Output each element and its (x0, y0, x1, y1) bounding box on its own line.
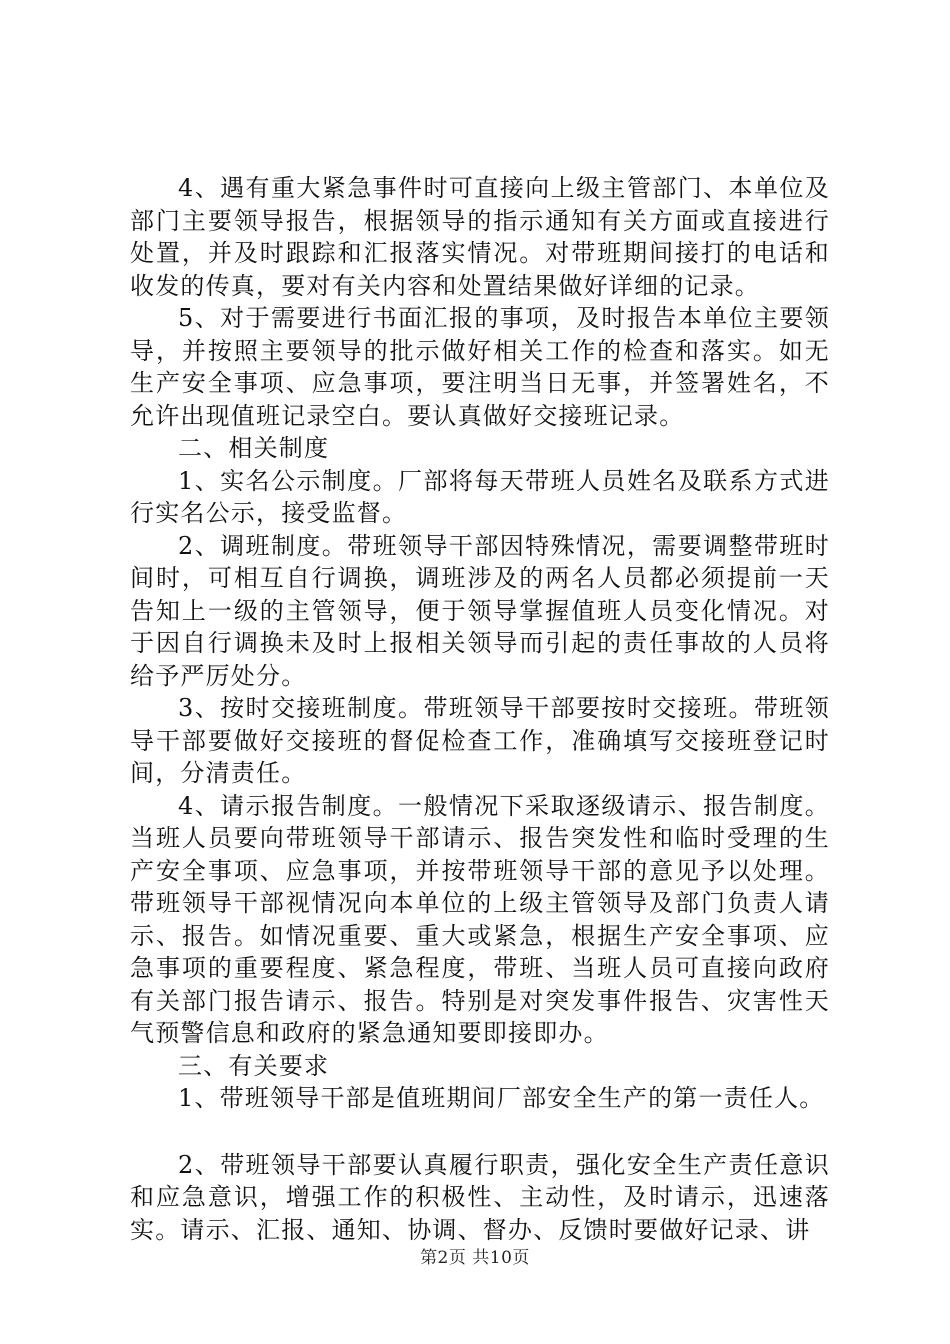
paragraph-realname-disclosure: 1、实名公示制度。厂部将每天带班人员姓名及联系方式进行实名公示，接受监督。 (130, 466, 830, 527)
paragraph-gap (130, 1115, 830, 1149)
paragraph-report-request: 4、请示报告制度。一般情况下采取逐级请示、报告制度。当班人员要向带班领导干部请示、报告突发性和临时受理的生产安全事项、应急事项，并按带班领导干部的意见予以处理。带班领导干部视情况向本单位的上级主管领导及部门负责人请示、报告。如情况重要、重大或紧急，根据生产安全事项、应急事项的重要程度、紧急程度，带班、当班人员可直接向政府有关部门报告请示、报告。特别是对突发事件报告、灾害性天气预警信息和政府的紧急通知要即接即办。 (130, 791, 830, 1047)
paragraph-duty-fulfillment: 2、带班领导干部要认真履行职责，强化安全生产责任意识和应急意识，增强工作的积极性、主动性，及时请示，迅速落实。请示、汇报、通知、协调、督办、反馈时要做好记录、讲 (130, 1150, 830, 1244)
section-heading-related-rules: 二、相关制度 (178, 434, 330, 462)
paragraph-shift-swap: 2、调班制度。带班领导干部因特殊情况，需要调整带班时间时，可相互自行调换，调班涉及的两名人员都必须提前一天告知上一级的主管领导，便于领导掌握值班人员变化情况。对于因自行调换未及时上报相关领导而引起的责任事故的人员将给予严厉处分。 (130, 531, 830, 690)
paragraph-4-emergency-report: 4、遇有重大紧急事件时可直接向上级主管部门、本单位及部门主要领导报告，根据领导的指示通知有关方面或直接进行处置，并及时跟踪和汇报落实情况。对带班期间接打的电话和收发的传真，要对有关内容和处置结果做好详细的记录。 (130, 174, 830, 300)
page-number-footer: 第2页 共10页 (420, 1248, 530, 1268)
paragraph-5-written-report: 5、对于需要进行书面汇报的事项，及时报告本单位主要领导，并按照主要领导的批示做好相关工作的检查和落实。如无生产安全事项、应急事项，要注明当日无事，并签署姓名，不允许出现值班记录空白。要认真做好交接班记录。 (130, 304, 830, 430)
paragraph-shift-handover: 3、按时交接班制度。带班领导干部要按时交接班。带班领导干部要做好交接班的督促检查工作，准确填写交接班登记时间，分清责任。 (130, 694, 830, 787)
section-heading-requirements: 三、有关要求 (178, 1051, 330, 1080)
paragraph-first-responsible: 1、带班领导干部是值班期间厂部安全生产的第一责任人。 (178, 1084, 825, 1112)
document-body (130, 172, 830, 1246)
